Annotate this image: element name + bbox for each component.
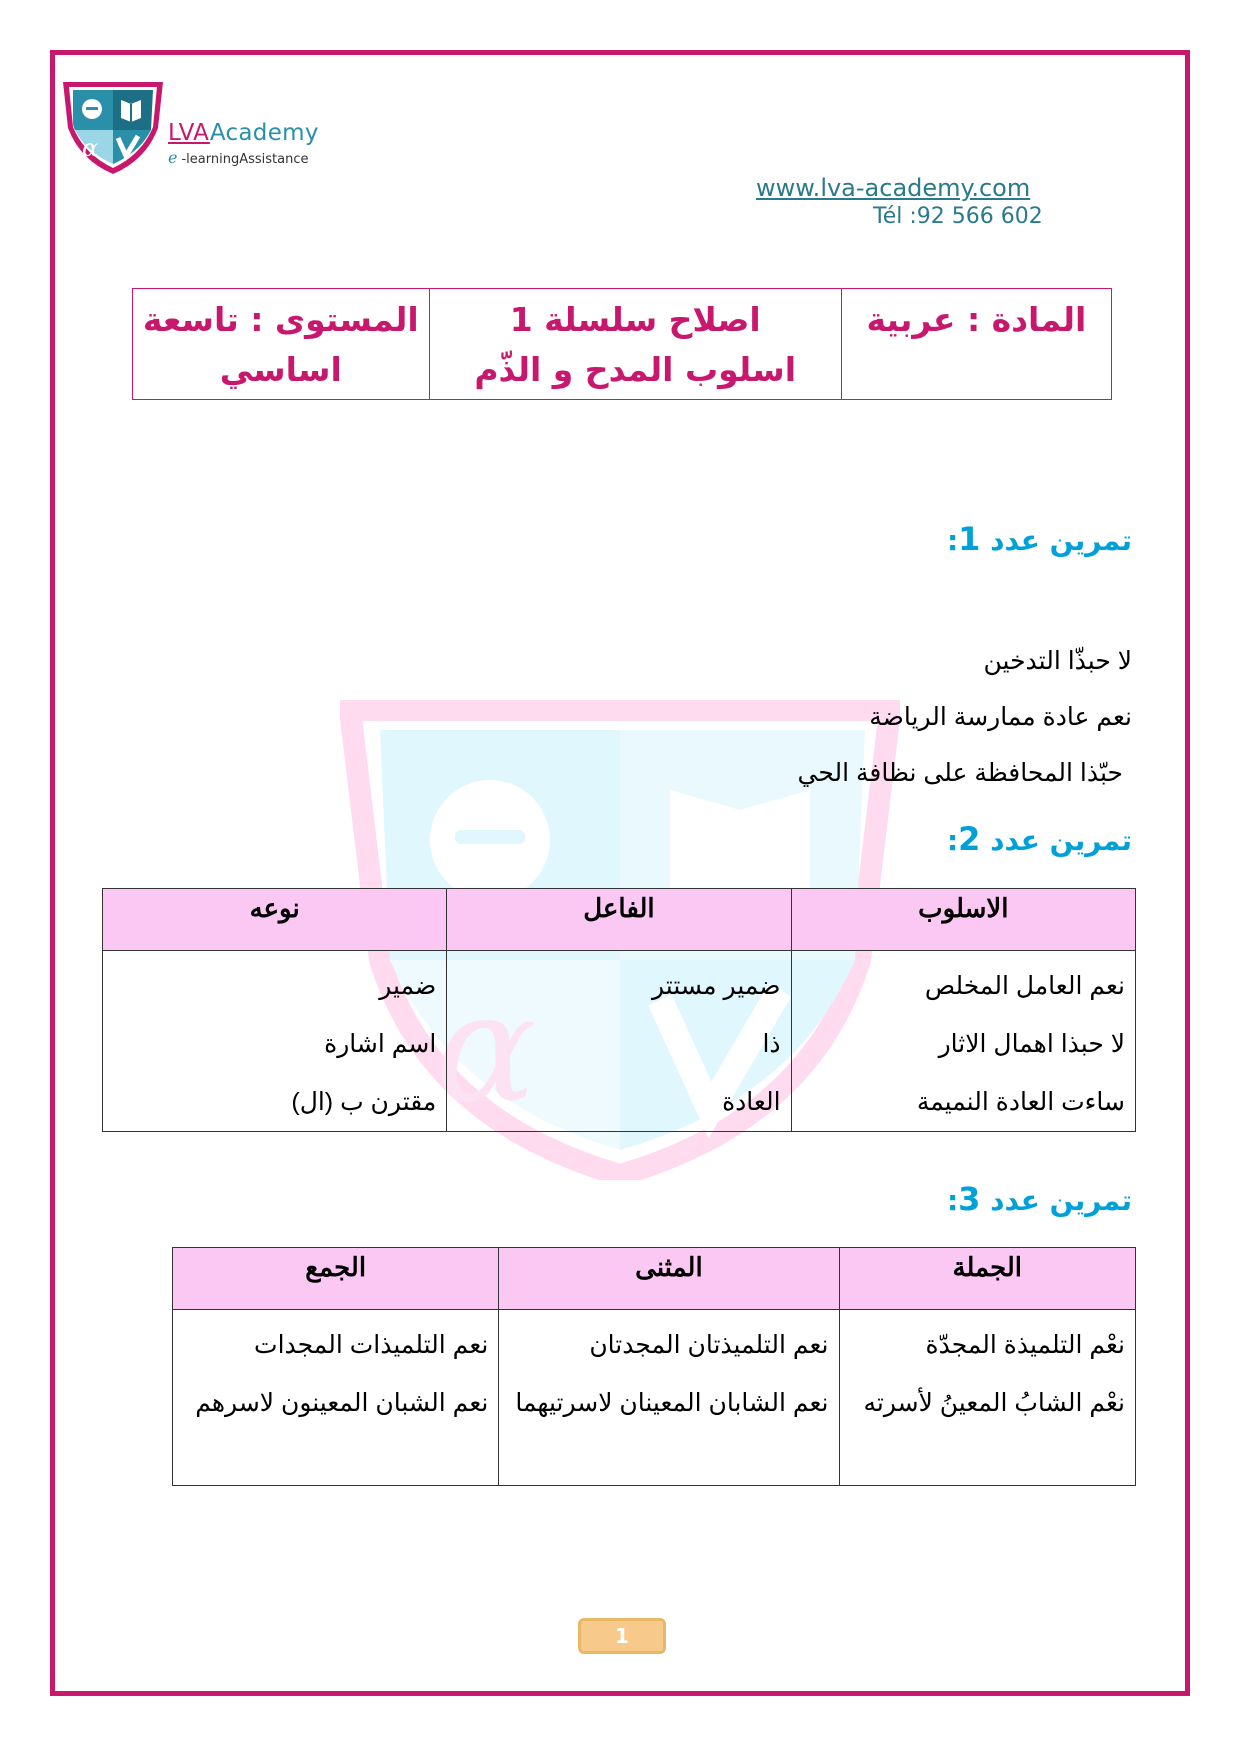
exercise-1-line: لا حبذّا التدخين (983, 647, 1132, 675)
exercise-2-number: 2 (958, 820, 981, 858)
table-row (103, 951, 1136, 1132)
title-line-1: اصلاح سلسلة 1 (509, 300, 761, 339)
table-cell (499, 1310, 839, 1486)
level-line-2: اساسي (219, 350, 342, 389)
cell-line: نعم العامل المخلص (924, 972, 1125, 1000)
cell-line: العادة (722, 1088, 781, 1116)
exercise-2-title (947, 820, 1132, 858)
title-line-2: اسلوب المدح و الذّم (474, 350, 797, 389)
title-cell (429, 289, 841, 400)
cell-line: نعْم التلميذة المجدّة (925, 1331, 1125, 1359)
brand-name (168, 120, 319, 146)
contact-block (756, 174, 1056, 229)
exercise-3-table (172, 1247, 1136, 1486)
table-cell (103, 951, 447, 1132)
phone-number: Tél :92 566 602 (873, 204, 1043, 229)
level-cell (133, 289, 430, 400)
page-number-badge: 1 (578, 1618, 666, 1654)
column-header: الاسلوب (791, 889, 1135, 951)
exercise-3-label: تمرين عدد (990, 1184, 1132, 1217)
exercise-3-number: 3 (958, 1180, 981, 1218)
cell-line: مقترن ب (ال) (291, 1088, 437, 1116)
brand-tag-e: e (168, 148, 178, 167)
level-line-1: المستوى : تاسعة (142, 300, 419, 339)
exercise-2-colon: : (946, 824, 959, 857)
brand-tagline (168, 148, 319, 167)
exercise-1-line: نعم عادة ممارسة الرياضة (869, 703, 1132, 731)
table-header-row (173, 1248, 1136, 1310)
table-cell (447, 951, 791, 1132)
table-cell (173, 1310, 499, 1486)
exercise-1-number: 1 (958, 520, 981, 558)
cell-line: ضمير مستتر (652, 972, 781, 1000)
alpha-icon: α (82, 134, 99, 162)
exercise-1-line: حبّذا المحافظة على نظافة الحي (797, 759, 1123, 787)
cell-line: لا حبذا اهمال الاثار (938, 1030, 1125, 1058)
cell-line: نعم التلميذات المجدات (254, 1331, 489, 1359)
table-cell (791, 951, 1135, 1132)
header-table (132, 288, 1112, 400)
exercise-3-title (947, 1180, 1132, 1218)
subject-label: المادة : عربية (866, 300, 1087, 339)
shield-logo-icon (58, 78, 168, 178)
cell-line: اسم اشارة (324, 1030, 437, 1058)
exercise-2-label: تمرين عدد (990, 824, 1132, 857)
cell-line: ساءت العادة النميمة (916, 1088, 1125, 1116)
exercise-2-table (102, 888, 1136, 1132)
website-link[interactable]: www.lva-academy.com (756, 174, 1031, 202)
column-header: الفاعل (447, 889, 791, 951)
cell-line: ضمير (379, 972, 437, 1000)
subject-cell (841, 289, 1111, 400)
column-header: نوعه (103, 889, 447, 951)
column-header: الجمع (173, 1248, 499, 1310)
exercise-1-colon: : (946, 524, 959, 557)
exercise-1-label: تمرين عدد (990, 524, 1132, 557)
table-cell (839, 1310, 1135, 1486)
brand-tag-text: -learningAssistance (181, 152, 309, 167)
brand-prefix: LVA (168, 120, 210, 146)
column-header: المثنى (499, 1248, 839, 1310)
column-header: الجملة (839, 1248, 1135, 1310)
svg-text:α: α (435, 962, 537, 1136)
table-header-row (103, 889, 1136, 951)
exercise-1-title (947, 520, 1132, 558)
brand (168, 120, 319, 167)
cell-line: نعم الشابان المعينان لاسرتيهما (515, 1389, 829, 1417)
brand-suffix: Academy (209, 120, 319, 146)
cell-line: ذا (762, 1030, 781, 1058)
exercise-3-colon: : (946, 1184, 959, 1217)
cell-line: نعم التلميذتان المجدتان (589, 1331, 829, 1359)
cell-line: نعْم الشابُ المعينُ لأسرته (863, 1389, 1125, 1417)
cell-line: نعم الشبان المعينون لاسرهم (195, 1389, 489, 1417)
table-row (173, 1310, 1136, 1486)
